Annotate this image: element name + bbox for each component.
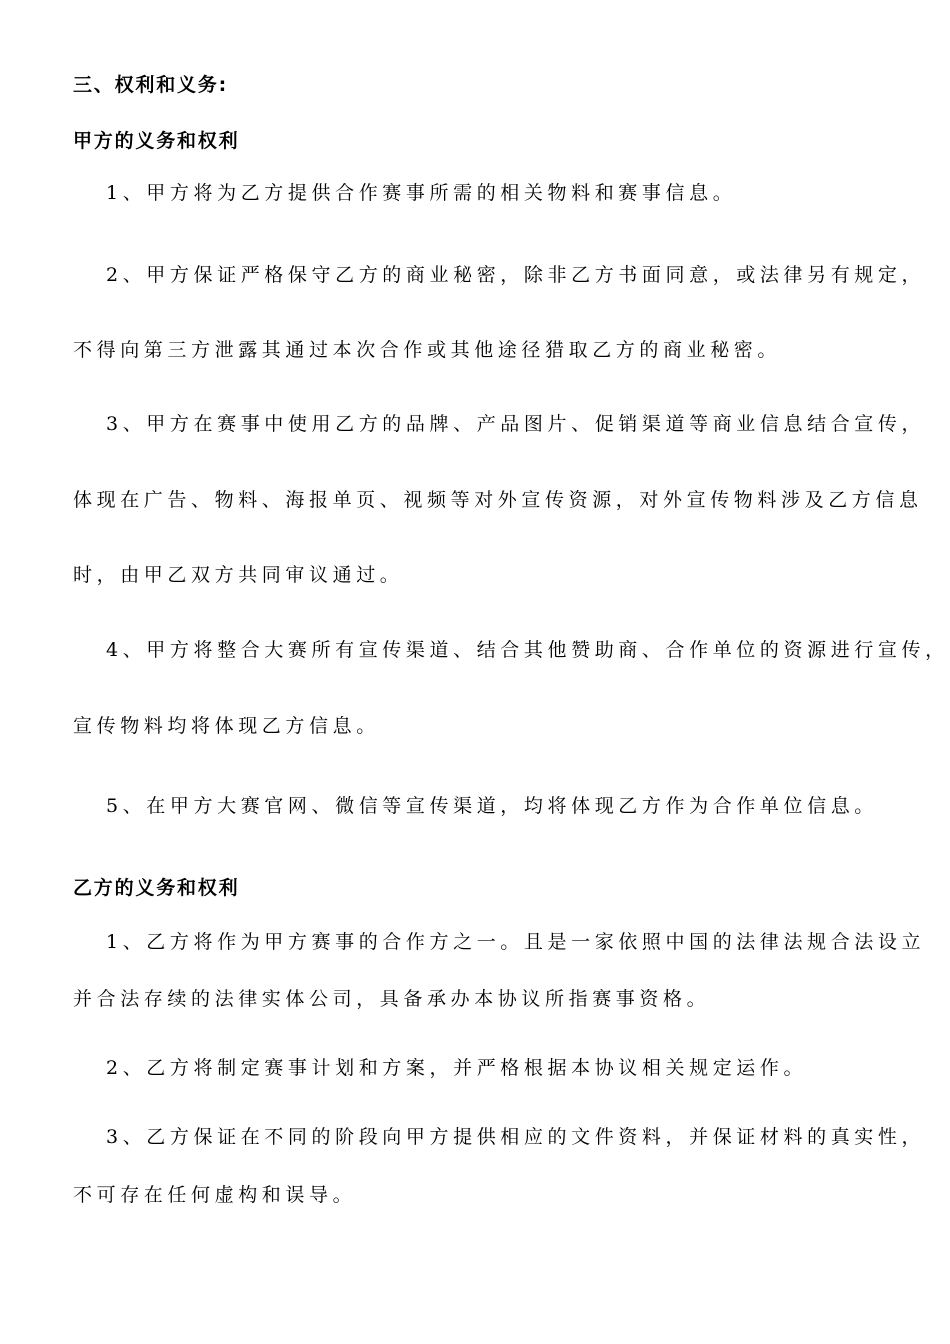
party-a-item-3-line-2: 体现在广告、物料、海报单页、视频等对外宣传资源，对外宣传物料涉及乙方信息: [73, 489, 923, 511]
party-a-item-3-line-3: 时，由甲乙双方共同审议通过。: [73, 564, 404, 586]
party-b-item-1-line-2: 并合法存续的法律实体公司，具备承办本协议所指赛事资格。: [73, 988, 711, 1010]
party-b-item-1-line-1: 1、乙方将作为甲方赛事的合作方之一。且是一家依照中国的法律法规合法设立: [106, 931, 926, 953]
party-a-heading: 甲方的义务和权利: [73, 130, 240, 152]
party-a-item-4-line-1: 4、甲方将整合大赛所有宣传渠道、结合其他赞助商、合作单位的资源进行宣传，: [106, 639, 949, 661]
party-a-item-5-line-1: 5、在甲方大赛官网、微信等宣传渠道，均将体现乙方作为合作单位信息。: [106, 795, 878, 817]
party-a-item-4-line-2: 宣传物料均将体现乙方信息。: [73, 715, 380, 737]
party-b-item-3-line-2: 不可存在任何虚构和误导。: [73, 1184, 357, 1206]
party-b-item-3-line-1: 3、乙方保证在不同的阶段向甲方提供相应的文件资料，并保证材料的真实性，: [106, 1126, 926, 1148]
party-a-item-2-line-1: 2、甲方保证严格保守乙方的商业秘密，除非乙方书面同意，或法律另有规定，: [106, 264, 926, 286]
section-title: 三、权利和义务:: [73, 74, 228, 96]
party-a-item-1-line-1: 1、甲方将为乙方提供合作赛事所需的相关物料和赛事信息。: [106, 182, 737, 204]
party-b-item-2-line-1: 2、乙方将制定赛事计划和方案，并严格根据本协议相关规定运作。: [106, 1057, 808, 1079]
party-a-item-2-line-2: 不得向第三方泄露其通过本次合作或其他途径猎取乙方的商业秘密。: [73, 339, 782, 361]
party-a-item-3-line-1: 3、甲方在赛事中使用乙方的品牌、产品图片、促销渠道等商业信息结合宣传，: [106, 413, 926, 435]
party-b-heading: 乙方的义务和权利: [73, 877, 240, 899]
